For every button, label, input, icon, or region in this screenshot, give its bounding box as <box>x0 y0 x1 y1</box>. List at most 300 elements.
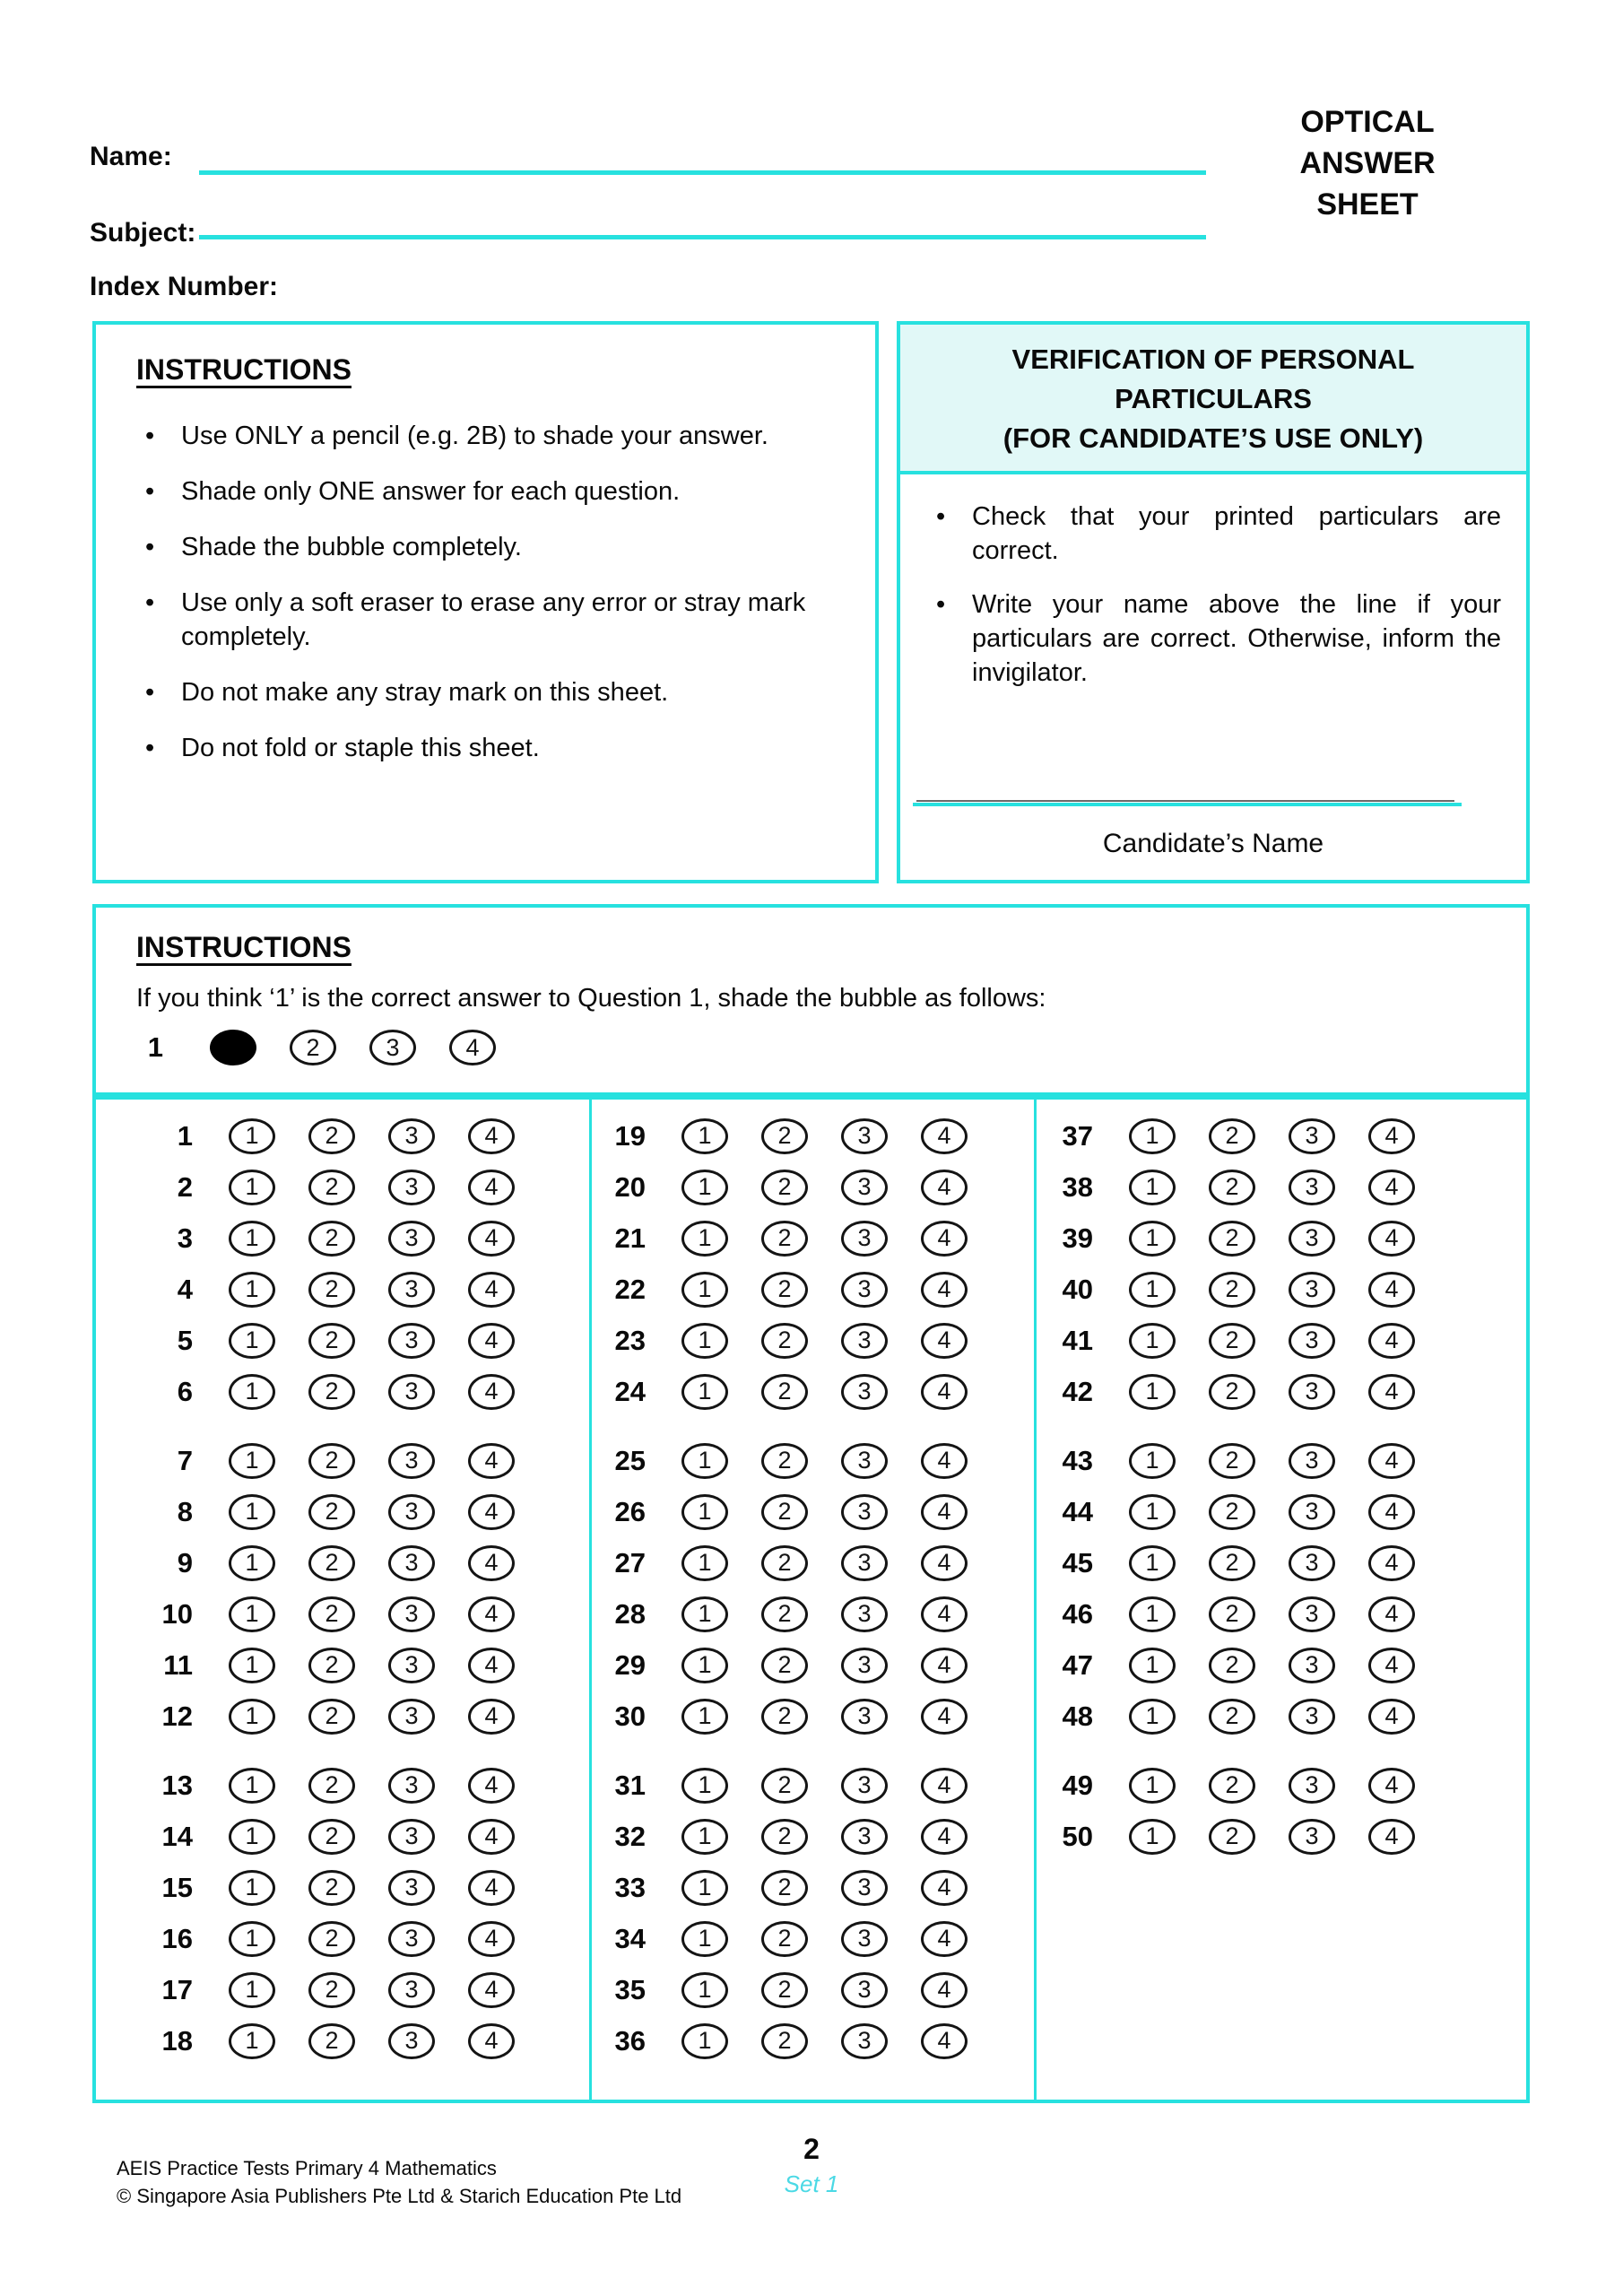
bubble-q49-option-3[interactable]: 3 <box>1289 1768 1335 1804</box>
bubble-q10-option-4[interactable]: 4 <box>468 1596 515 1632</box>
bubble-q46-option-1[interactable]: 1 <box>1129 1596 1176 1632</box>
bubble-q32-option-3[interactable]: 3 <box>841 1819 888 1855</box>
bubble-q17-option-1[interactable]: 1 <box>229 1972 275 2008</box>
bubble-set-q34 <box>681 1921 968 1957</box>
bubble-q7-option-1[interactable]: 1 <box>229 1443 275 1479</box>
bubble-q30-option-1[interactable]: 1 <box>681 1699 728 1735</box>
bubble-q5-option-3[interactable]: 3 <box>388 1323 435 1359</box>
bubble-q8-option-1[interactable]: 1 <box>229 1494 275 1530</box>
bubble-q49-option-4[interactable]: 4 <box>1368 1768 1415 1804</box>
bubble-q31-option-1[interactable]: 1 <box>681 1768 728 1804</box>
bubble-q13-option-1[interactable]: 1 <box>229 1768 275 1804</box>
bubble-set-q46 <box>1129 1596 1415 1632</box>
bubble-q46-option-4[interactable]: 4 <box>1368 1596 1415 1632</box>
question-number-3: 3 <box>177 1222 193 1254</box>
bubble-q33-option-1[interactable]: 1 <box>681 1870 728 1906</box>
bubble-q20-option-3[interactable]: 3 <box>841 1170 888 1205</box>
bubble-q1-option-4[interactable]: 4 <box>468 1118 515 1154</box>
bubble-set-q45 <box>1129 1545 1415 1581</box>
answer-row-q49 <box>1039 1760 1526 1811</box>
bubble-q45-option-2[interactable]: 2 <box>1209 1545 1255 1581</box>
answer-row-q44 <box>1039 1486 1526 1537</box>
bubble-q38-option-3[interactable]: 3 <box>1289 1170 1335 1205</box>
bubble-q28-option-2[interactable]: 2 <box>761 1596 808 1632</box>
answer-row-q23 <box>592 1315 1034 1366</box>
answer-row-q21 <box>592 1213 1034 1264</box>
bubble-q1-option-1[interactable]: 1 <box>229 1118 275 1154</box>
question-number-39: 39 <box>1062 1222 1093 1254</box>
bubble-q30-option-2[interactable]: 2 <box>761 1699 808 1735</box>
bubble-q40-option-1[interactable]: 1 <box>1129 1272 1176 1308</box>
bubble-q14-option-3[interactable]: 3 <box>388 1819 435 1855</box>
bubble-q35-option-4[interactable]: 4 <box>921 1972 968 2008</box>
example-bubble-option-3: 3 <box>369 1030 416 1065</box>
bubble-q16-option-1[interactable]: 1 <box>229 1921 275 1957</box>
bubble-q27-option-1[interactable]: 1 <box>681 1545 728 1581</box>
question-number-26: 26 <box>614 1495 646 1527</box>
bubble-q41-option-3[interactable]: 3 <box>1289 1323 1335 1359</box>
question-number-36: 36 <box>614 2024 646 2057</box>
bubble-set-q26 <box>681 1494 968 1530</box>
bubble-q12-option-1[interactable]: 1 <box>229 1699 275 1735</box>
bubble-q28-option-1[interactable]: 1 <box>681 1596 728 1632</box>
question-number-5: 5 <box>177 1324 193 1356</box>
bubble-q10-option-3[interactable]: 3 <box>388 1596 435 1632</box>
bubble-q33-option-2[interactable]: 2 <box>761 1870 808 1906</box>
question-group-3-2 <box>1039 1435 1526 1742</box>
answer-row-q29 <box>592 1639 1034 1691</box>
bubble-q3-option-1[interactable]: 1 <box>229 1221 275 1257</box>
shading-instructions-box <box>92 904 1530 1096</box>
question-number-1: 1 <box>177 1119 193 1152</box>
bubble-q27-option-4[interactable]: 4 <box>921 1545 968 1581</box>
bubble-q47-option-2[interactable]: 2 <box>1209 1648 1255 1683</box>
bubble-q43-option-3[interactable]: 3 <box>1289 1443 1335 1479</box>
bubble-set-q50 <box>1129 1819 1415 1855</box>
bubble-q32-option-1[interactable]: 1 <box>681 1819 728 1855</box>
bubble-q39-option-2[interactable]: 2 <box>1209 1221 1255 1257</box>
name-field-line[interactable] <box>199 170 1206 175</box>
bubble-q19-option-4[interactable]: 4 <box>921 1118 968 1154</box>
sheet-title-line-2: ANSWER <box>1299 146 1436 180</box>
candidate-signature-line-dark <box>916 800 1454 802</box>
bubble-q29-option-2[interactable]: 2 <box>761 1648 808 1683</box>
bubble-q28-option-4[interactable]: 4 <box>921 1596 968 1632</box>
bubble-q32-option-2[interactable]: 2 <box>761 1819 808 1855</box>
bubble-q1-option-2[interactable]: 2 <box>308 1118 355 1154</box>
question-group-3-1 <box>1039 1110 1526 1417</box>
answer-row-q39 <box>1039 1213 1526 1264</box>
bubble-q2-option-2[interactable]: 2 <box>308 1170 355 1205</box>
bubble-q48-option-3[interactable]: 3 <box>1289 1699 1335 1735</box>
bubble-q23-option-3[interactable]: 3 <box>841 1323 888 1359</box>
bubble-q19-option-3[interactable]: 3 <box>841 1118 888 1154</box>
bubble-q12-option-2[interactable]: 2 <box>308 1699 355 1735</box>
bubble-q26-option-1[interactable]: 1 <box>681 1494 728 1530</box>
bubble-q18-option-4[interactable]: 4 <box>468 2023 515 2059</box>
bubble-set-q5 <box>229 1323 515 1359</box>
question-number-15: 15 <box>161 1871 193 1903</box>
bubble-set-q32 <box>681 1819 968 1855</box>
bubble-q20-option-1[interactable]: 1 <box>681 1170 728 1205</box>
bubble-q45-option-3[interactable]: 3 <box>1289 1545 1335 1581</box>
answer-row-q46 <box>1039 1588 1526 1639</box>
bubble-q6-option-3[interactable]: 3 <box>388 1374 435 1410</box>
bubble-q37-option-3[interactable]: 3 <box>1289 1118 1335 1154</box>
bubble-q42-option-4[interactable]: 4 <box>1368 1374 1415 1410</box>
bubble-set-q36 <box>681 2023 968 2059</box>
bubble-q9-option-3[interactable]: 3 <box>388 1545 435 1581</box>
bubble-set-q15 <box>229 1870 515 1906</box>
bubble-q16-option-4[interactable]: 4 <box>468 1921 515 1957</box>
question-number-7: 7 <box>177 1444 193 1476</box>
bubble-q2-option-1[interactable]: 1 <box>229 1170 275 1205</box>
bubble-q10-option-2[interactable]: 2 <box>308 1596 355 1632</box>
bubble-set-q21 <box>681 1221 968 1257</box>
bubble-q12-option-3[interactable]: 3 <box>388 1699 435 1735</box>
answer-row-q1 <box>139 1110 589 1161</box>
bubble-q50-option-1[interactable]: 1 <box>1129 1819 1176 1855</box>
bubble-q8-option-4[interactable]: 4 <box>468 1494 515 1530</box>
bubble-q44-option-3[interactable]: 3 <box>1289 1494 1335 1530</box>
bubble-q14-option-4[interactable]: 4 <box>468 1819 515 1855</box>
bubble-q46-option-3[interactable]: 3 <box>1289 1596 1335 1632</box>
verification-header <box>900 325 1526 474</box>
bubble-q7-option-3[interactable]: 3 <box>388 1443 435 1479</box>
bubble-q34-option-3[interactable]: 3 <box>841 1921 888 1957</box>
question-group-1-3 <box>139 1760 589 2066</box>
bubble-q28-option-3[interactable]: 3 <box>841 1596 888 1632</box>
bubble-q2-option-3[interactable]: 3 <box>388 1170 435 1205</box>
bubble-q22-option-1[interactable]: 1 <box>681 1272 728 1308</box>
bubble-q21-option-3[interactable]: 3 <box>841 1221 888 1257</box>
bubble-q9-option-2[interactable]: 2 <box>308 1545 355 1581</box>
bubble-q7-option-4[interactable]: 4 <box>468 1443 515 1479</box>
bubble-q37-option-2[interactable]: 2 <box>1209 1118 1255 1154</box>
bubble-q29-option-4[interactable]: 4 <box>921 1648 968 1683</box>
example-bubble-option-4: 4 <box>449 1030 496 1065</box>
bubble-q18-option-3[interactable]: 3 <box>388 2023 435 2059</box>
question-number-28: 28 <box>614 1597 646 1630</box>
bubble-q24-option-1[interactable]: 1 <box>681 1374 728 1410</box>
bubble-q41-option-1[interactable]: 1 <box>1129 1323 1176 1359</box>
bubble-q11-option-4[interactable]: 4 <box>468 1648 515 1683</box>
question-number-9: 9 <box>177 1546 193 1578</box>
bubble-q30-option-3[interactable]: 3 <box>841 1699 888 1735</box>
sheet-title <box>1237 101 1497 225</box>
verification-title-line-3: (FOR CANDIDATE’S USE ONLY) <box>1002 422 1424 454</box>
bubble-q48-option-4[interactable]: 4 <box>1368 1699 1415 1735</box>
page-number: 2 <box>803 2133 820 2165</box>
bubble-q36-option-4[interactable]: 4 <box>921 2023 968 2059</box>
bubble-set-q33 <box>681 1870 968 1906</box>
bubble-q35-option-1[interactable]: 1 <box>681 1972 728 2008</box>
bubble-q43-option-1[interactable]: 1 <box>1129 1443 1176 1479</box>
question-number-23: 23 <box>614 1324 646 1356</box>
bubble-q39-option-3[interactable]: 3 <box>1289 1221 1335 1257</box>
bubble-q27-option-2[interactable]: 2 <box>761 1545 808 1581</box>
bubble-q50-option-2[interactable]: 2 <box>1209 1819 1255 1855</box>
bubble-q17-option-4[interactable]: 4 <box>468 1972 515 2008</box>
bubble-q35-option-2[interactable]: 2 <box>761 1972 808 2008</box>
bubble-q31-option-2[interactable]: 2 <box>761 1768 808 1804</box>
bubble-q10-option-1[interactable]: 1 <box>229 1596 275 1632</box>
bubble-q4-option-1[interactable]: 1 <box>229 1272 275 1308</box>
bubble-q39-option-4[interactable]: 4 <box>1368 1221 1415 1257</box>
answer-row-q36 <box>592 2015 1034 2066</box>
bubble-q15-option-2[interactable]: 2 <box>308 1870 355 1906</box>
bubble-set-q48 <box>1129 1699 1415 1735</box>
bubble-q47-option-1[interactable]: 1 <box>1129 1648 1176 1683</box>
bubble-q34-option-2[interactable]: 2 <box>761 1921 808 1957</box>
bubble-q48-option-2[interactable]: 2 <box>1209 1699 1255 1735</box>
question-number-2: 2 <box>177 1170 193 1203</box>
bubble-q21-option-2[interactable]: 2 <box>761 1221 808 1257</box>
bubble-q12-option-4[interactable]: 4 <box>468 1699 515 1735</box>
bubble-q33-option-3[interactable]: 3 <box>841 1870 888 1906</box>
bubble-q14-option-1[interactable]: 1 <box>229 1819 275 1855</box>
bubble-q8-option-3[interactable]: 3 <box>388 1494 435 1530</box>
answer-row-q14 <box>139 1811 589 1862</box>
question-number-27: 27 <box>614 1546 646 1578</box>
bubble-set-q17 <box>229 1972 515 2008</box>
bubble-q24-option-4[interactable]: 4 <box>921 1374 968 1410</box>
bubble-q50-option-3[interactable]: 3 <box>1289 1819 1335 1855</box>
bubble-set-q19 <box>681 1118 968 1154</box>
bubble-q14-option-2[interactable]: 2 <box>308 1819 355 1855</box>
answer-row-q8 <box>139 1486 589 1537</box>
bubble-q42-option-3[interactable]: 3 <box>1289 1374 1335 1410</box>
bubble-q13-option-4[interactable]: 4 <box>468 1768 515 1804</box>
question-group-2-2 <box>592 1435 1034 1742</box>
bubble-q45-option-1[interactable]: 1 <box>1129 1545 1176 1581</box>
bubble-q40-option-3[interactable]: 3 <box>1289 1272 1335 1308</box>
question-number-45: 45 <box>1062 1546 1093 1578</box>
bubble-q31-option-3[interactable]: 3 <box>841 1768 888 1804</box>
bubble-q42-option-1[interactable]: 1 <box>1129 1374 1176 1410</box>
bubble-q19-option-2[interactable]: 2 <box>761 1118 808 1154</box>
bubble-q47-option-3[interactable]: 3 <box>1289 1648 1335 1683</box>
bubble-q34-option-1[interactable]: 1 <box>681 1921 728 1957</box>
example-bubble-set <box>210 1030 496 1065</box>
bubble-q6-option-1[interactable]: 1 <box>229 1374 275 1410</box>
bubble-q22-option-2[interactable]: 2 <box>761 1272 808 1308</box>
answer-row-q33 <box>592 1862 1034 1913</box>
bubble-q40-option-4[interactable]: 4 <box>1368 1272 1415 1308</box>
question-number-32: 32 <box>614 1820 646 1852</box>
bubble-q15-option-3[interactable]: 3 <box>388 1870 435 1906</box>
bubble-q26-option-2[interactable]: 2 <box>761 1494 808 1530</box>
bubble-q33-option-4[interactable]: 4 <box>921 1870 968 1906</box>
bubble-q24-option-2[interactable]: 2 <box>761 1374 808 1410</box>
answer-row-q15 <box>139 1862 589 1913</box>
footer-imprint <box>117 2154 681 2210</box>
question-number-16: 16 <box>161 1922 193 1954</box>
bubble-q42-option-2[interactable]: 2 <box>1209 1374 1255 1410</box>
bubble-q4-option-3[interactable]: 3 <box>388 1272 435 1308</box>
bubble-q17-option-3[interactable]: 3 <box>388 1972 435 2008</box>
answer-row-q11 <box>139 1639 589 1691</box>
bubble-q3-option-4[interactable]: 4 <box>468 1221 515 1257</box>
bubble-set-q20 <box>681 1170 968 1205</box>
answer-row-q27 <box>592 1537 1034 1588</box>
bubble-q5-option-1[interactable]: 1 <box>229 1323 275 1359</box>
answer-row-q41 <box>1039 1315 1526 1366</box>
answer-row-q34 <box>592 1913 1034 1964</box>
answer-row-q31 <box>592 1760 1034 1811</box>
footer-imprint-line-2: © Singapore Asia Publishers Pte Ltd & Starich Education Pte Ltd <box>117 2185 682 2207</box>
bubble-q36-option-2[interactable]: 2 <box>761 2023 808 2059</box>
candidate-signature-line[interactable] <box>913 803 1462 806</box>
bubble-q25-option-3[interactable]: 3 <box>841 1443 888 1479</box>
bubble-q39-option-1[interactable]: 1 <box>1129 1221 1176 1257</box>
question-group-1-1 <box>139 1110 589 1417</box>
bubble-set-q31 <box>681 1768 968 1804</box>
bubble-q8-option-2[interactable]: 2 <box>308 1494 355 1530</box>
bubble-q13-option-3[interactable]: 3 <box>388 1768 435 1804</box>
bubble-q22-option-4[interactable]: 4 <box>921 1272 968 1308</box>
bubble-q11-option-3[interactable]: 3 <box>388 1648 435 1683</box>
bubble-q45-option-4[interactable]: 4 <box>1368 1545 1415 1581</box>
bubble-q18-option-2[interactable]: 2 <box>308 2023 355 2059</box>
bubble-q11-option-1[interactable]: 1 <box>229 1648 275 1683</box>
question-number-34: 34 <box>614 1922 646 1954</box>
bubble-set-q35 <box>681 1972 968 2008</box>
bubble-q5-option-4[interactable]: 4 <box>468 1323 515 1359</box>
answer-row-q38 <box>1039 1161 1526 1213</box>
bubble-q29-option-1[interactable]: 1 <box>681 1648 728 1683</box>
answer-row-q45 <box>1039 1537 1526 1588</box>
bubble-q25-option-4[interactable]: 4 <box>921 1443 968 1479</box>
bubble-q2-option-4[interactable]: 4 <box>468 1170 515 1205</box>
example-bubble-option-2: 2 <box>290 1030 336 1065</box>
bubble-set-q13 <box>229 1768 515 1804</box>
bubble-q40-option-2[interactable]: 2 <box>1209 1272 1255 1308</box>
bubble-q17-option-2[interactable]: 2 <box>308 1972 355 2008</box>
bubble-q4-option-4[interactable]: 4 <box>468 1272 515 1308</box>
bubble-q20-option-2[interactable]: 2 <box>761 1170 808 1205</box>
bubble-q49-option-1[interactable]: 1 <box>1129 1768 1176 1804</box>
bubble-q6-option-4[interactable]: 4 <box>468 1374 515 1410</box>
bubble-q35-option-3[interactable]: 3 <box>841 1972 888 2008</box>
bubble-q6-option-2[interactable]: 2 <box>308 1374 355 1410</box>
bubble-q48-option-1[interactable]: 1 <box>1129 1699 1176 1735</box>
bubble-q31-option-4[interactable]: 4 <box>921 1768 968 1804</box>
bubble-q3-option-2[interactable]: 2 <box>308 1221 355 1257</box>
answer-row-q13 <box>139 1760 589 1811</box>
instruction-bullet: • Shade the bubble completely. <box>136 530 848 564</box>
bubble-q4-option-2[interactable]: 2 <box>308 1272 355 1308</box>
bubble-q13-option-2[interactable]: 2 <box>308 1768 355 1804</box>
bubble-q16-option-2[interactable]: 2 <box>308 1921 355 1957</box>
bubble-set-q8 <box>229 1494 515 1530</box>
bubble-q44-option-4[interactable]: 4 <box>1368 1494 1415 1530</box>
bubble-q44-option-1[interactable]: 1 <box>1129 1494 1176 1530</box>
bubble-q7-option-2[interactable]: 2 <box>308 1443 355 1479</box>
bubble-q21-option-4[interactable]: 4 <box>921 1221 968 1257</box>
bubble-q46-option-2[interactable]: 2 <box>1209 1596 1255 1632</box>
bubble-q32-option-4[interactable]: 4 <box>921 1819 968 1855</box>
bubble-q27-option-3[interactable]: 3 <box>841 1545 888 1581</box>
question-number-46: 46 <box>1062 1597 1093 1630</box>
answer-row-q18 <box>139 2015 589 2066</box>
bubble-q34-option-4[interactable]: 4 <box>921 1921 968 1957</box>
bubble-q25-option-2[interactable]: 2 <box>761 1443 808 1479</box>
bubble-q20-option-4[interactable]: 4 <box>921 1170 968 1205</box>
instruction-bullet: • Do not make any stray mark on this sheet. <box>136 675 848 709</box>
bubble-q43-option-4[interactable]: 4 <box>1368 1443 1415 1479</box>
bubble-q47-option-4[interactable]: 4 <box>1368 1648 1415 1683</box>
bubble-set-q4 <box>229 1272 515 1308</box>
bubble-q29-option-3[interactable]: 3 <box>841 1648 888 1683</box>
bubble-q24-option-3[interactable]: 3 <box>841 1374 888 1410</box>
answer-row-q30 <box>592 1691 1034 1742</box>
bubble-set-q43 <box>1129 1443 1415 1479</box>
bubble-q15-option-4[interactable]: 4 <box>468 1870 515 1906</box>
bubble-q26-option-3[interactable]: 3 <box>841 1494 888 1530</box>
answer-row-q42 <box>1039 1366 1526 1417</box>
bubble-q36-option-1[interactable]: 1 <box>681 2023 728 2059</box>
bubble-q22-option-3[interactable]: 3 <box>841 1272 888 1308</box>
bubble-q23-option-1[interactable]: 1 <box>681 1323 728 1359</box>
bubble-q3-option-3[interactable]: 3 <box>388 1221 435 1257</box>
sheet-title-line-3: SHEET <box>1316 187 1419 222</box>
bubble-q19-option-1[interactable]: 1 <box>681 1118 728 1154</box>
bubble-set-q1 <box>229 1118 515 1154</box>
question-number-6: 6 <box>177 1375 193 1407</box>
question-group-3-3 <box>1039 1760 1526 1862</box>
bubble-q9-option-1[interactable]: 1 <box>229 1545 275 1581</box>
bubble-q38-option-1[interactable]: 1 <box>1129 1170 1176 1205</box>
bubble-q1-option-3[interactable]: 3 <box>388 1118 435 1154</box>
bubble-q41-option-2[interactable]: 2 <box>1209 1323 1255 1359</box>
bubble-q23-option-2[interactable]: 2 <box>761 1323 808 1359</box>
bubble-q37-option-4[interactable]: 4 <box>1368 1118 1415 1154</box>
bubble-q36-option-3[interactable]: 3 <box>841 2023 888 2059</box>
bubble-q38-option-2[interactable]: 2 <box>1209 1170 1255 1205</box>
bubble-q16-option-3[interactable]: 3 <box>388 1921 435 1957</box>
bubble-q30-option-4[interactable]: 4 <box>921 1699 968 1735</box>
verification-title-line-2: PARTICULARS <box>1115 383 1312 414</box>
bubble-q37-option-1[interactable]: 1 <box>1129 1118 1176 1154</box>
bubble-set-q12 <box>229 1699 515 1735</box>
bubble-q43-option-2[interactable]: 2 <box>1209 1443 1255 1479</box>
bubble-set-q47 <box>1129 1648 1415 1683</box>
bubble-q25-option-1[interactable]: 1 <box>681 1443 728 1479</box>
bubble-q9-option-4[interactable]: 4 <box>468 1545 515 1581</box>
bubble-q23-option-4[interactable]: 4 <box>921 1323 968 1359</box>
bubble-q26-option-4[interactable]: 4 <box>921 1494 968 1530</box>
bubble-q50-option-4[interactable]: 4 <box>1368 1819 1415 1855</box>
question-number-30: 30 <box>614 1700 646 1732</box>
bubble-q44-option-2[interactable]: 2 <box>1209 1494 1255 1530</box>
subject-label: Subject: <box>90 218 196 248</box>
subject-field-line[interactable] <box>199 235 1206 239</box>
question-group-2-1 <box>592 1110 1034 1417</box>
bubble-q18-option-1[interactable]: 1 <box>229 2023 275 2059</box>
bubble-q21-option-1[interactable]: 1 <box>681 1221 728 1257</box>
bubble-q49-option-2[interactable]: 2 <box>1209 1768 1255 1804</box>
bubble-set-q37 <box>1129 1118 1415 1154</box>
bubble-q15-option-1[interactable]: 1 <box>229 1870 275 1906</box>
candidate-name-label: Candidate’s Name <box>1102 829 1324 858</box>
bubble-q38-option-4[interactable]: 4 <box>1368 1170 1415 1205</box>
bubble-q41-option-4[interactable]: 4 <box>1368 1323 1415 1359</box>
answer-row-q25 <box>592 1435 1034 1486</box>
bubble-q5-option-2[interactable]: 2 <box>308 1323 355 1359</box>
answer-row-q17 <box>139 1964 589 2015</box>
bubble-q11-option-2[interactable]: 2 <box>308 1648 355 1683</box>
